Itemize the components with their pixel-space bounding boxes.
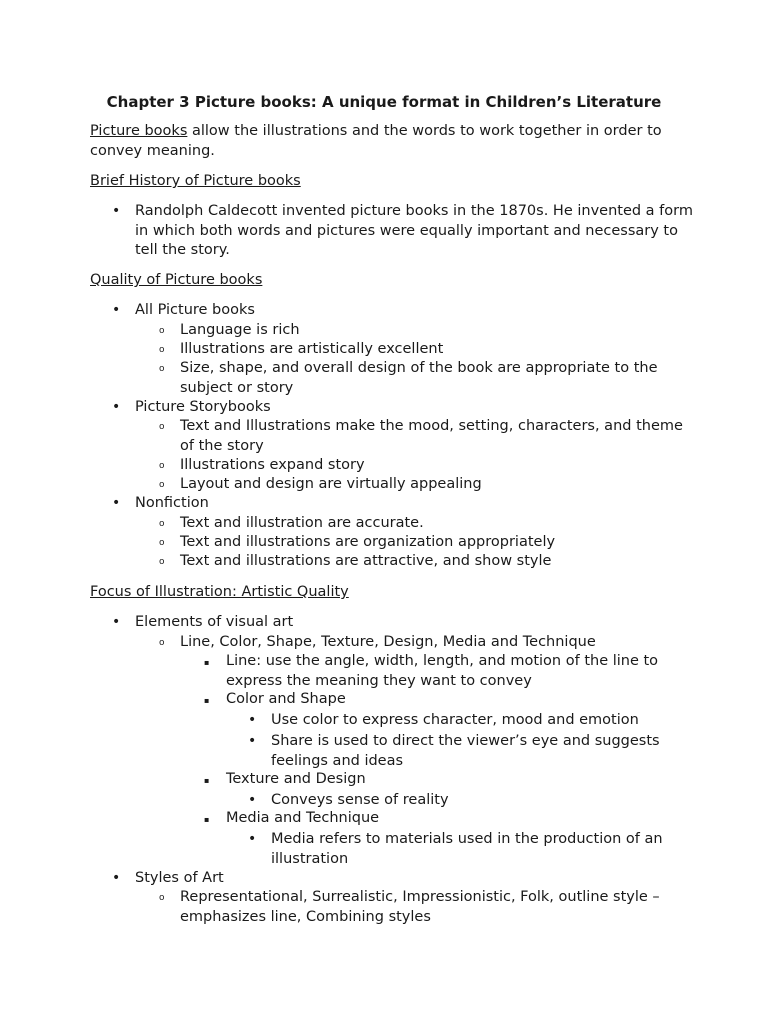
bullet-marker: •	[248, 733, 257, 749]
list-item: Conveys sense of reality	[271, 792, 449, 808]
bullet-marker: •	[112, 614, 121, 630]
intro-text: allow the illustrations and the words to work together in order to convey meaning.	[90, 123, 662, 159]
bullet-marker: •	[112, 495, 121, 511]
circle-marker: o	[159, 557, 165, 567]
list-item: Text and illustrations are attractive, and show style	[180, 553, 552, 569]
list-item: Language is rich	[180, 322, 300, 338]
list-item: Texture and Design	[226, 771, 366, 787]
list-item: Share is used to direct the viewer’s eye and suggests feelings and ideas	[271, 733, 660, 769]
list-item: Text and Illustrations make the mood, setting, characters, and theme of the story	[180, 418, 683, 454]
chapter-title: Chapter 3 Picture books: A unique format in Children’s Literature	[106, 93, 662, 111]
list-item: Illustrations expand story	[180, 457, 365, 473]
circle-marker: o	[159, 461, 165, 471]
list-item-nonfiction: Nonfiction	[135, 495, 209, 511]
circle-marker: o	[159, 364, 165, 374]
bullet-marker: •	[248, 831, 257, 847]
bullet-marker: •	[112, 870, 121, 886]
bullet-marker: •	[112, 302, 121, 318]
focus-heading: Focus of Illustration: Artistic Quality	[90, 584, 349, 600]
quality-heading: Quality of Picture books	[90, 272, 263, 288]
list-item-elements: Elements of visual art	[135, 614, 294, 630]
circle-marker: o	[159, 345, 165, 355]
list-item-all-picture-books: All Picture books	[135, 302, 255, 318]
list-item: Use color to express character, mood and emotion	[271, 712, 639, 728]
circle-marker: o	[159, 893, 165, 903]
circle-marker: o	[159, 422, 165, 432]
bullet-marker: •	[248, 712, 257, 728]
circle-marker: o	[159, 538, 165, 548]
bullet-marker: •	[248, 792, 257, 808]
square-marker: ▪	[204, 696, 210, 705]
list-item: Color and Shape	[226, 691, 346, 707]
circle-marker: o	[159, 326, 165, 336]
list-item-picture-storybooks: Picture Storybooks	[135, 399, 271, 415]
intro-term: Picture books	[90, 123, 188, 139]
list-item: Layout and design are virtually appealing	[180, 476, 482, 492]
list-item: Illustrations are artistically excellent	[180, 341, 444, 357]
list-item: Line, Color, Shape, Texture, Design, Media and Technique	[180, 634, 596, 650]
circle-marker: o	[159, 638, 165, 648]
list-item: Text and illustrations are organization appropriately	[180, 534, 556, 550]
square-marker: ▪	[204, 658, 210, 667]
list-item: Line: use the angle, width, length, and motion of the line to express the meaning they want to convey	[226, 653, 659, 689]
list-item: Media and Technique	[226, 810, 380, 826]
square-marker: ▪	[204, 776, 210, 785]
history-heading: Brief History of Picture books	[90, 173, 301, 189]
list-item-styles: Styles of Art	[135, 870, 224, 886]
history-item: Randolph Caldecott invented picture books in the 1870s. He invented a form in which both words and pictures were equally important and necessary to tell the story.	[135, 203, 693, 258]
list-item: Size, shape, and overall design of the book are appropriate to the subject or story	[180, 360, 658, 396]
square-marker: ▪	[204, 815, 210, 824]
intro-paragraph	[90, 121, 690, 161]
bullet-marker: •	[112, 203, 121, 219]
list-item: Media refers to materials used in the production of an illustration	[271, 831, 663, 867]
circle-marker: o	[159, 519, 165, 529]
list-item: Text and illustration are accurate.	[180, 515, 424, 531]
bullet-marker: •	[112, 399, 121, 415]
circle-marker: o	[159, 480, 165, 490]
list-item: Representational, Surrealistic, Impressionistic, Folk, outline style – emphasizes line, Combining styles	[180, 889, 660, 925]
